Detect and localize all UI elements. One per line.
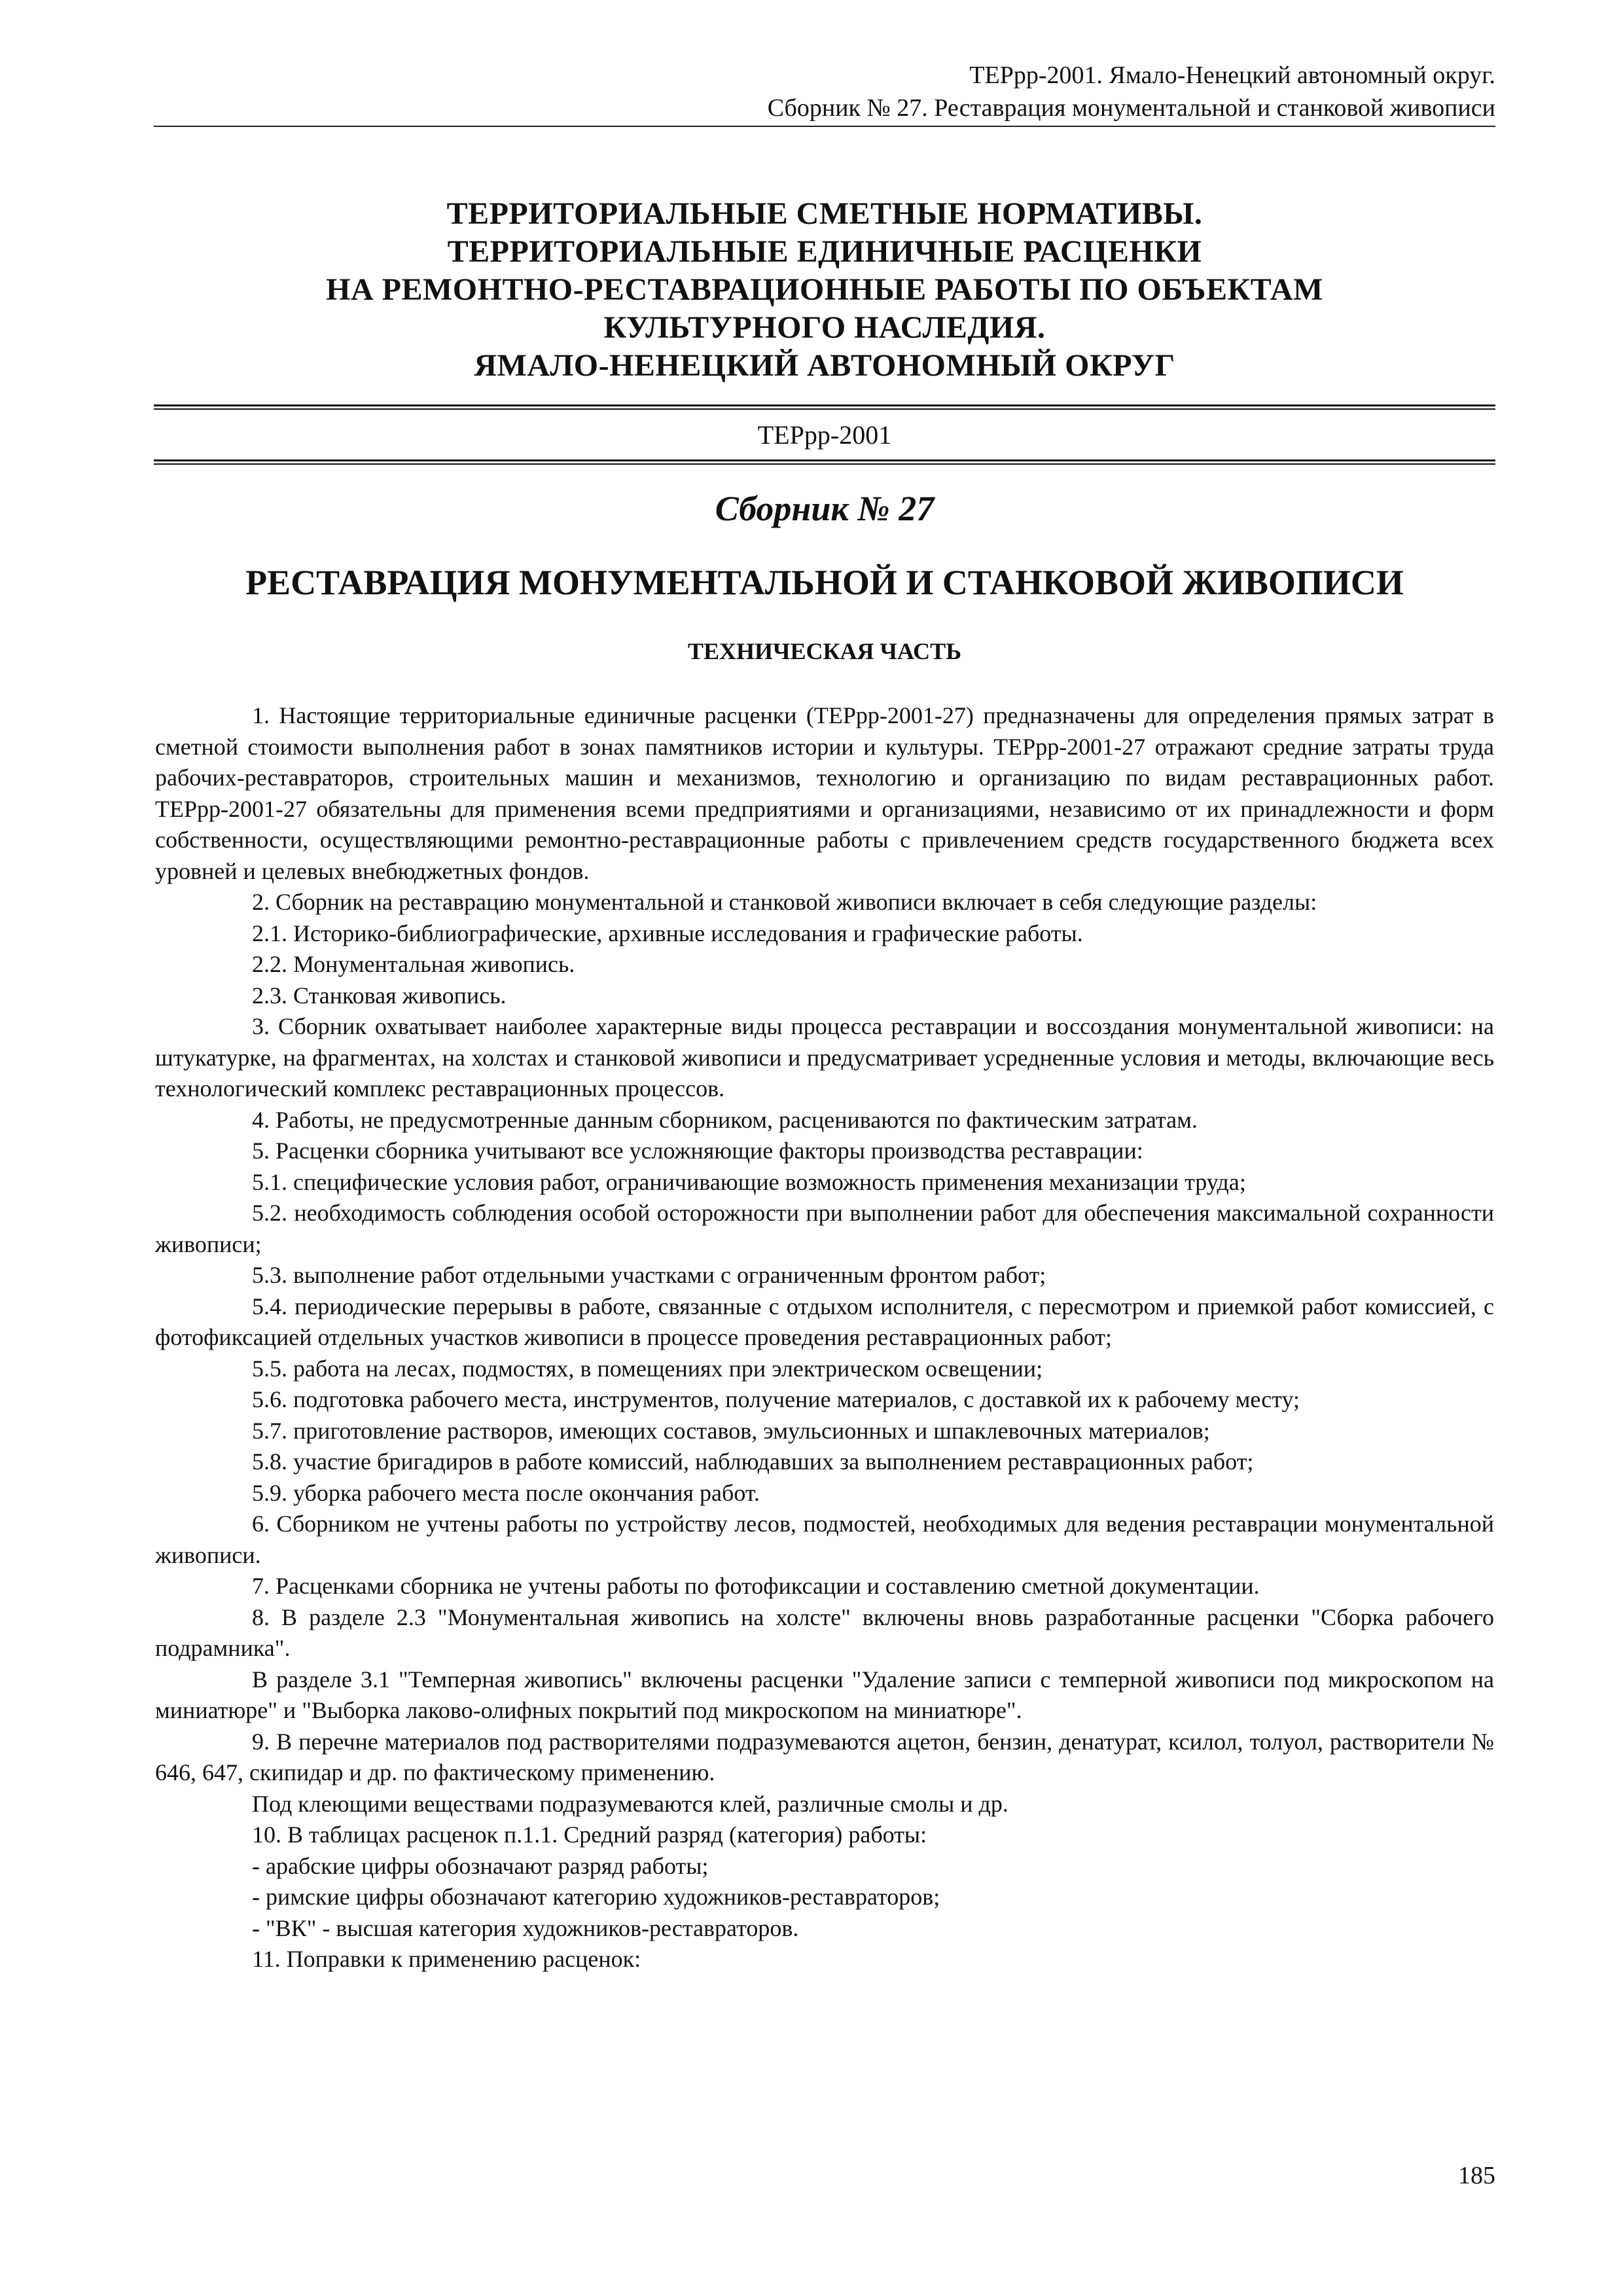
title-line-4: КУЛЬТУРНОГО НАСЛЕДИЯ. xyxy=(603,310,1046,345)
double-rule-top xyxy=(154,404,1495,410)
header-line-2: Сборник № 27. Реставрация монументальной и станковой живописи xyxy=(767,94,1495,122)
paragraph-2: 2. Сборник на реставрацию монументальной и станковой живописи включает в себя следующие разделы: xyxy=(252,889,1317,915)
body-text xyxy=(155,700,1494,1975)
paragraph-10-item-3: - "ВК" - высшая категория художников-реставраторов. xyxy=(252,1914,799,1941)
paragraph-5-4: 5.4. периодические перерывы в работе, связанные с отдыхом исполнителя, с пересмотром и приемкой работ комиссией, с фотофиксацией отдельных участков живописи в процессе проведения реставрационных работ; xyxy=(155,1293,1494,1350)
collection-title: Сборник № 27 xyxy=(715,489,935,528)
paragraph-2-1: 2.1. Историко-библиографические, архивные исследования и графические работы. xyxy=(252,920,1083,946)
title-line-3: НА РЕМОНТНО-РЕСТАВРАЦИОННЫЕ РАБОТЫ ПО ОБЪЕКТАМ xyxy=(326,272,1323,307)
page-number: 185 xyxy=(1458,2162,1495,2189)
document-code: ТЕРрр-2001 xyxy=(757,420,892,450)
paragraph-1: 1. Настоящие территориальные единичные расценки (ТЕРрр-2001-27) предназначены для определения прямых затрат в сметной стоимости выполнения работ в зонах памятников истории и культуры. ТЕРрр-2001-27 отражают средние затраты труда рабочих-реставраторов, строительных машин и механизмов, технологию и организацию по видам реставрационных работ. ТЕРрр-2001-27 обязательны для применения всеми предприятиями и организациями, независимо от их принадлежности и форм собственности, осуществляющими ремонтно-реставрационные работы с привлечением средств государственного бюджета всех уровней и целевых внебюджетных фондов. xyxy=(155,702,1494,884)
paragraph-10-item-2: - римские цифры обозначают категорию художников-реставраторов; xyxy=(252,1884,940,1910)
paragraph-8-cont: В разделе 3.1 "Темперная живопись" включены расценки "Удаление записи с темперной живописи под микроскопом на миниатюре" и "Выборка лаково-олифных покрытий под микроскопом на миниатюре". xyxy=(155,1666,1494,1723)
paragraph-9-cont: Под клеющими веществами подразумеваются клей, различные смолы и др. xyxy=(252,1790,1008,1817)
title-line-2: ТЕРРИТОРИАЛЬНЫЕ ЕДИНИЧНЫЕ РАСЦЕНКИ xyxy=(447,234,1202,269)
paragraph-5-6: 5.6. подготовка рабочего места, инструментов, получение материалов, с доставкой их к рабочему месту; xyxy=(252,1386,1300,1412)
paragraph-5-8: 5.8. участие бригадиров в работе комиссий, наблюдавших за выполнением реставрационных работ; xyxy=(252,1448,1254,1475)
header-line-1: ТЕРрр-2001. Ямало-Ненецкий автономный округ. xyxy=(969,62,1495,89)
paragraph-7: 7. Расценками сборника не учтены работы по фотофиксации и составлению сметной документации. xyxy=(252,1573,1260,1599)
paragraph-10: 10. В таблицах расценок п.1.1. Средний разряд (категория) работы: xyxy=(252,1821,927,1848)
paragraph-2-2: 2.2. Монументальная живопись. xyxy=(252,951,575,977)
paragraph-5: 5. Расценки сборника учитывают все усложняющие факторы производства реставрации: xyxy=(252,1138,1143,1164)
paragraph-6: 6. Сборником не учтены работы по устройству лесов, подмостей, необходимых для ведения реставрации монументальной живописи. xyxy=(155,1511,1494,1568)
running-header xyxy=(154,59,1495,124)
technical-part-heading: ТЕХНИЧЕСКАЯ ЧАСТЬ xyxy=(688,638,961,664)
paragraph-5-9: 5.9. уборка рабочего места после окончания работ. xyxy=(252,1479,760,1506)
section-title: РЕСТАВРАЦИЯ МОНУМЕНТАЛЬНОЙ И СТАНКОВОЙ ЖИВОПИСИ xyxy=(245,563,1404,602)
paragraph-9: 9. В перечне материалов под растворителями подразумеваются ацетон, бензин, денатурат, ксилол, толуол, растворители № 646, 647, скипидар и др. по фактическому применению. xyxy=(155,1728,1494,1785)
paragraph-5-1: 5.1. специфические условия работ, ограничивающие возможность применения механизации труда; xyxy=(252,1168,1246,1195)
paragraph-5-7: 5.7. приготовление растворов, имеющих составов, эмульсионных и шпаклевочных материалов; xyxy=(252,1417,1210,1444)
paragraph-11: 11. Поправки к применению расценок: xyxy=(252,1946,641,1972)
paragraph-4: 4. Работы, не предусмотренные данным сборником, расцениваются по фактическим затратам. xyxy=(252,1106,1198,1133)
document-title xyxy=(154,195,1495,385)
paragraph-5-2: 5.2. необходимость соблюдения особой осторожности при выполнении работ для обеспечения максимальной сохранности живописи; xyxy=(155,1200,1494,1257)
paragraph-10-item-1: - арабские цифры обозначают разряд работы; xyxy=(252,1852,709,1879)
paragraph-2-3: 2.3. Станковая живопись. xyxy=(252,982,507,1009)
title-line-5: ЯМАЛО-НЕНЕЦКИЙ АВТОНОМНЫЙ ОКРУГ xyxy=(474,348,1175,383)
paragraph-5-3: 5.3. выполнение работ отдельными участками с ограниченным фронтом работ; xyxy=(252,1262,1046,1288)
header-divider xyxy=(154,126,1495,127)
paragraph-8: 8. В разделе 2.3 "Монументальная живопись на холсте" включены вновь разработанные расценки "Сборка рабочего подрамника". xyxy=(155,1604,1494,1661)
paragraph-3: 3. Сборник охватывает наиболее характерные виды процесса реставрации и воссоздания монументальной живописи: на штукатурке, на фрагментах, на холстах и станковой живописи и предусматривает усредненные условия и методы, включающие весь технологический комплекс реставрационных процессов. xyxy=(155,1013,1494,1102)
title-line-1: ТЕРРИТОРИАЛЬНЫЕ СМЕТНЫЕ НОРМАТИВЫ. xyxy=(446,196,1203,231)
double-rule-bottom xyxy=(154,459,1495,465)
paragraph-5-5: 5.5. работа на лесах, подмостях, в помещениях при электрическом освещении; xyxy=(252,1355,1043,1382)
